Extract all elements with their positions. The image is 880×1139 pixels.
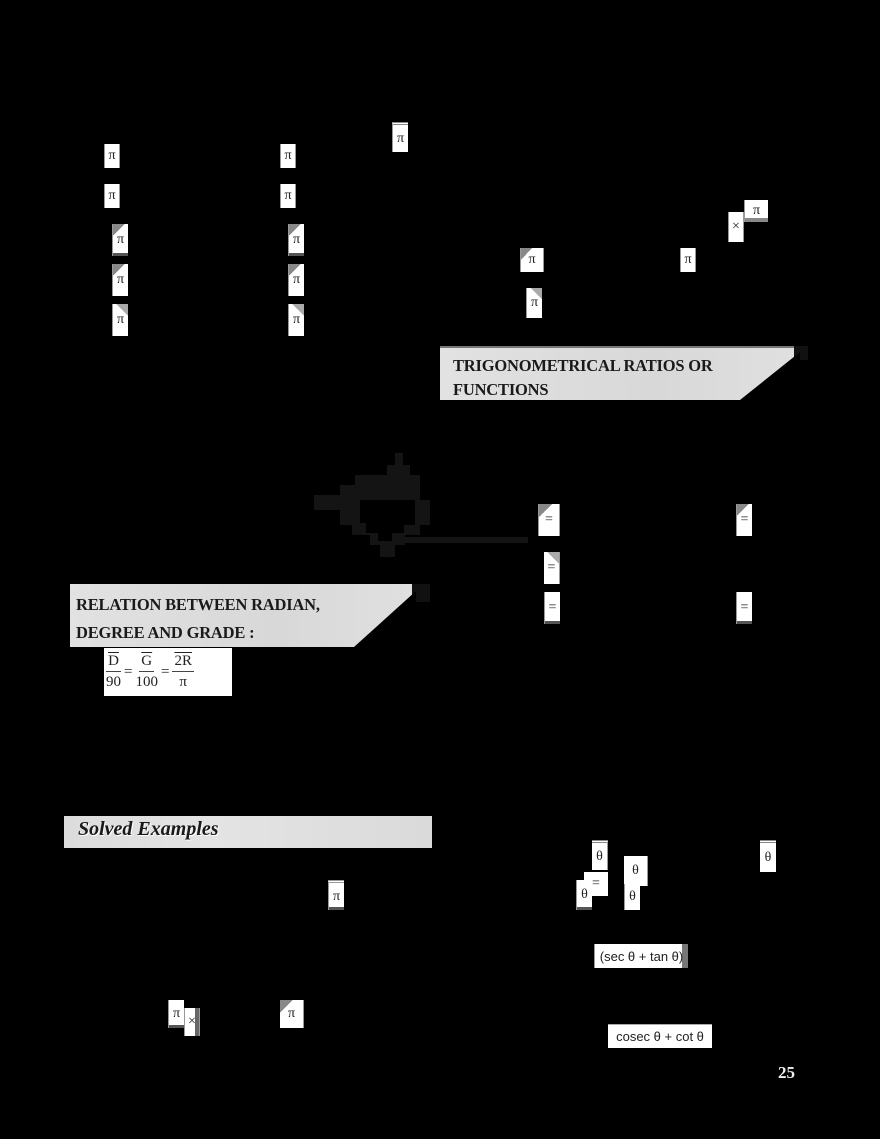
- pi-fragment: π: [112, 264, 128, 296]
- theta-fragment: θ: [576, 880, 592, 910]
- theta-fragment: θ: [624, 884, 640, 910]
- equals-fragment: =: [584, 872, 608, 896]
- equals-fragment: =: [544, 552, 560, 584]
- equals-sign: =: [160, 663, 170, 680]
- banner-wedge: [354, 591, 416, 647]
- heading-solved-examples: [64, 816, 432, 848]
- equals-fragment: =: [736, 504, 752, 536]
- heading-line-2: DEGREE AND GRADE :: [76, 623, 255, 642]
- theta-fragment: θ: [760, 840, 776, 872]
- equals-fragment: =: [538, 504, 560, 536]
- pi-fragment: π: [280, 144, 296, 168]
- pi-fragment: π: [392, 122, 408, 152]
- pi-fragment: π: [288, 264, 304, 296]
- numerator: $\overline{G}$: [139, 653, 154, 672]
- pi-fragment: π: [168, 1000, 184, 1028]
- numerator: $\overline{D}$: [106, 653, 121, 672]
- equals-fragment: =: [736, 592, 752, 624]
- cosec-cot-expression: cosec θ + cot θ: [608, 1024, 712, 1048]
- pi-fragment: π: [744, 200, 768, 222]
- denominator: 90: [106, 674, 121, 690]
- banner-wedge: [740, 352, 800, 400]
- pi-fragment: π: [104, 184, 120, 208]
- fraction-degree: [106, 653, 121, 691]
- heading-trigonometrical-ratios: [440, 346, 800, 400]
- denominator: π: [179, 674, 187, 690]
- pi-fragment: π: [520, 248, 544, 272]
- denominator: 100: [135, 674, 158, 690]
- fraction-radian: [172, 653, 194, 691]
- numerator: 2R: [172, 653, 194, 672]
- page-number: 25: [778, 1063, 795, 1082]
- angle-diagram: [300, 445, 540, 565]
- fraction-grade: [135, 653, 158, 691]
- pi-fragment: π: [680, 248, 696, 272]
- pi-fragment: π: [280, 1000, 304, 1028]
- times-fragment: ×: [184, 1008, 200, 1036]
- pi-fragment: π: [288, 224, 304, 256]
- sec-tan-expression: (sec θ + tan θ): [594, 944, 688, 968]
- banner-left-bar: [64, 584, 70, 647]
- pi-fragment: π: [288, 304, 304, 336]
- pi-fragment: π: [280, 184, 296, 208]
- heading-line-1: TRIGONOMETRICAL RATIOS OR: [453, 356, 713, 375]
- pi-fragment: π: [104, 144, 120, 168]
- pi-fragment: π: [526, 288, 542, 318]
- heading-text: Solved Examples: [78, 818, 219, 840]
- heading-line-1: RELATION BETWEEN RADIAN,: [76, 595, 320, 614]
- times-fragment: ×: [728, 212, 744, 242]
- pi-fragment: π: [112, 224, 128, 256]
- pi-fragment: π: [328, 880, 344, 910]
- relation-formula: [104, 648, 232, 696]
- pi-fragment: π: [112, 304, 128, 336]
- equals-fragment: =: [544, 592, 560, 624]
- theta-fragment: θ: [624, 856, 648, 886]
- equals-sign: =: [124, 663, 133, 680]
- heading-relation-radian-degree-grade: [64, 584, 416, 647]
- heading-line-2: FUNCTIONS: [453, 380, 549, 399]
- theta-fragment: θ: [592, 840, 608, 870]
